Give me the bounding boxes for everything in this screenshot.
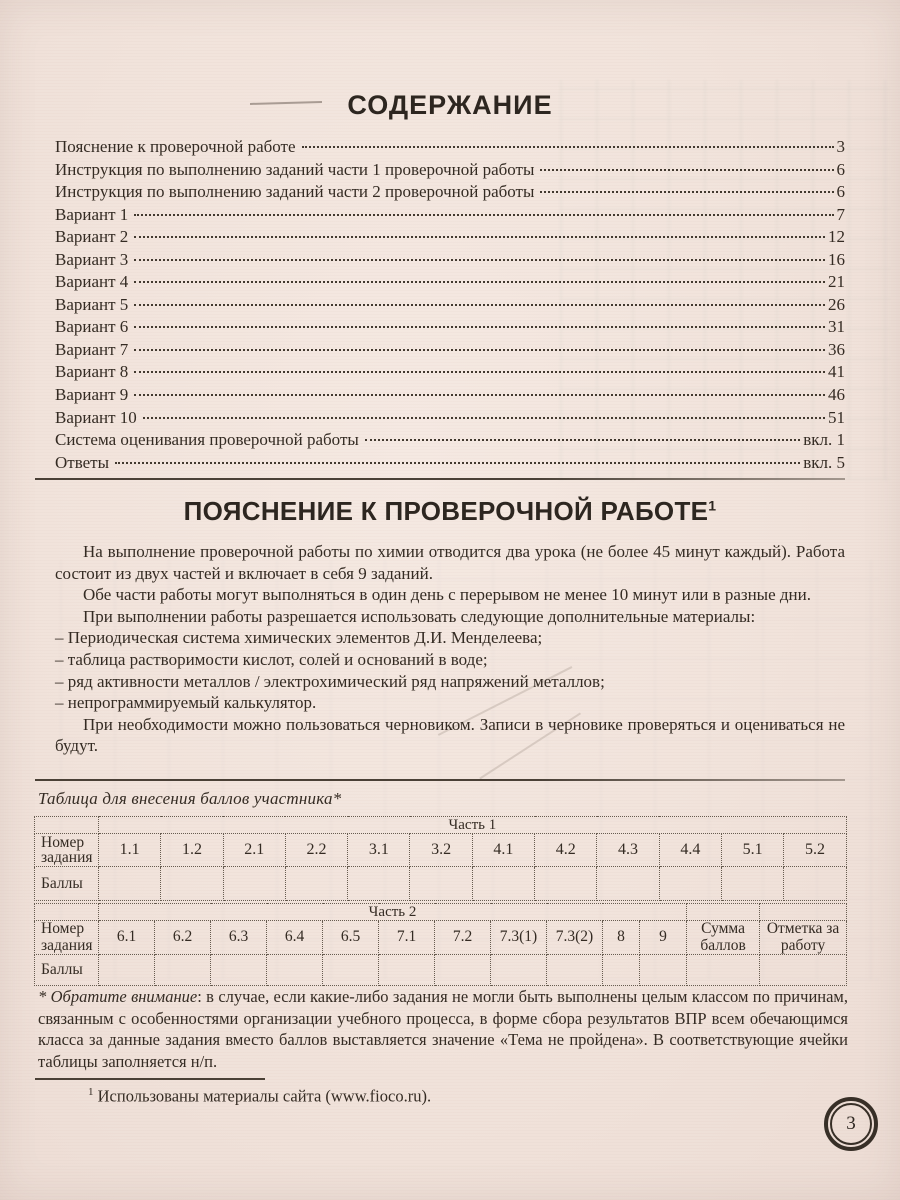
task-id: 4.3 xyxy=(597,834,659,867)
toc-entry xyxy=(55,136,845,159)
score-cell xyxy=(410,867,472,901)
section-divider-rule xyxy=(35,478,845,480)
page-number: 3 xyxy=(846,1113,856,1134)
task-id: 4.1 xyxy=(472,834,534,867)
empty-cell xyxy=(687,904,760,921)
score-cell xyxy=(491,955,547,986)
score-cell xyxy=(155,955,211,986)
score-cell xyxy=(285,867,347,901)
toc-entry-label: Вариант 5 xyxy=(55,294,129,314)
toc-entry-label: Вариант 7 xyxy=(55,339,129,359)
toc-entry xyxy=(55,361,845,384)
material-item: – непрограммируемый калькулятор. xyxy=(55,693,317,713)
task-id: 3.2 xyxy=(410,834,472,867)
toc-entry-label: Система оценивания проверочной работы xyxy=(55,430,359,450)
score-table-part2 xyxy=(34,903,847,986)
toc-entry-label: Пояснение к проверочной работе xyxy=(55,137,296,156)
task-id: 5.2 xyxy=(784,834,846,867)
dot-leader xyxy=(143,417,825,419)
score-cell xyxy=(267,955,323,986)
task-number-label: Номер задания xyxy=(35,834,99,867)
toc-entry-page: 36 xyxy=(828,339,845,359)
score-cell xyxy=(603,955,640,986)
dot-leader xyxy=(302,146,834,148)
toc-entry xyxy=(55,204,845,227)
section-title xyxy=(0,496,900,527)
paragraph: На выполнение проверочной работы по химии отводится два урока (не более 45 минут каждый). Работа состоит из двух частей и включает в себя 9 заданий. xyxy=(55,542,845,583)
toc-entry xyxy=(55,452,845,475)
paragraph: При выполнении работы разрешается использовать следующие дополнительные материалы: xyxy=(83,606,756,626)
paragraph: При необходимости можно пользоваться черновиком. Записи в черновике проверяться и оцениваться не будут. xyxy=(55,714,845,756)
task-id: 1.2 xyxy=(161,834,223,867)
section-body xyxy=(55,541,845,757)
toc-entry-page: 26 xyxy=(828,294,845,314)
score-cell xyxy=(640,955,687,986)
section-title-text: ПОЯСНЕНИЕ К ПРОВЕРОЧНОЙ РАБОТЕ xyxy=(183,496,709,526)
table-section-rule xyxy=(35,779,845,781)
table-of-contents xyxy=(55,136,845,474)
page-number-badge xyxy=(824,1097,878,1151)
dot-leader xyxy=(134,349,825,351)
score-cell xyxy=(597,867,659,901)
task-id: 9 xyxy=(640,921,687,955)
dot-leader xyxy=(134,214,833,216)
note-lead: * Обратите внимание xyxy=(38,987,198,1006)
task-id: 7.2 xyxy=(435,921,491,955)
toc-entry-page: 12 xyxy=(828,227,845,247)
toc-entry-label: Вариант 3 xyxy=(55,249,129,269)
toc-entry-label: Инструкция по выполнению заданий части 2 проверочной работы xyxy=(55,182,535,202)
score-cell xyxy=(472,867,534,901)
toc-entry xyxy=(55,316,845,339)
dot-leader xyxy=(540,169,833,171)
dot-leader xyxy=(134,304,825,306)
score-cell xyxy=(323,955,379,986)
dot-leader xyxy=(134,326,825,328)
toc-entry xyxy=(55,181,845,204)
toc-entry-label: Вариант 8 xyxy=(55,362,129,382)
scores-label: Баллы xyxy=(35,867,99,901)
dot-leader xyxy=(134,371,825,373)
dot-leader xyxy=(540,191,833,193)
toc-entry xyxy=(55,384,845,407)
toc-entry-page: 3 xyxy=(836,137,845,156)
task-number-label: Номер задания xyxy=(35,921,99,955)
toc-entry-page: 46 xyxy=(828,385,845,405)
score-cell xyxy=(535,867,597,901)
footnote-rule xyxy=(35,1078,265,1080)
task-id: 5.1 xyxy=(721,834,783,867)
dot-leader xyxy=(134,236,825,238)
task-id: 6.4 xyxy=(267,921,323,955)
part1-header: Часть 1 xyxy=(99,817,847,834)
mark-cell xyxy=(760,955,847,986)
toc-entry-page: 51 xyxy=(828,407,845,427)
toc-entry-page: 41 xyxy=(828,362,845,382)
toc-entry xyxy=(55,159,845,182)
toc-entry-label: Вариант 4 xyxy=(55,272,129,292)
part1-task-row xyxy=(35,834,847,867)
score-cell xyxy=(784,867,846,901)
score-cell xyxy=(547,955,603,986)
footnote xyxy=(58,1086,698,1107)
task-id: 6.3 xyxy=(211,921,267,955)
footnote-marker: 1 xyxy=(708,497,717,514)
score-cell xyxy=(721,867,783,901)
footnote-text: Использованы материалы сайта (www.fioco.ru). xyxy=(93,1086,432,1106)
empty-cell xyxy=(35,904,99,921)
toc-entry xyxy=(55,429,845,452)
toc-entry-page: вкл. 1 xyxy=(803,430,845,450)
toc-entry-page: 21 xyxy=(828,272,845,292)
toc-entry-label: Вариант 2 xyxy=(55,227,129,247)
dot-leader xyxy=(115,462,800,464)
contents-title: СОДЕРЖАНИЕ xyxy=(347,90,553,120)
part1-header-row xyxy=(35,817,847,834)
part2-scores-row xyxy=(35,955,847,986)
score-cell xyxy=(223,867,285,901)
toc-entry xyxy=(55,294,845,317)
task-id: 4.4 xyxy=(659,834,721,867)
dot-leader xyxy=(134,394,825,396)
score-table-part1 xyxy=(34,816,847,901)
material-item: – таблица растворимости кислот, солей и оснований в воде; xyxy=(55,649,488,669)
score-cell xyxy=(435,955,491,986)
toc-entry-label: Ответы xyxy=(55,452,110,472)
task-id: 6.1 xyxy=(99,921,155,955)
toc-entry xyxy=(55,339,845,362)
score-cell xyxy=(99,955,155,986)
toc-entry-label: Вариант 10 xyxy=(55,407,137,427)
score-cell xyxy=(379,955,435,986)
task-id: 2.2 xyxy=(285,834,347,867)
paragraph: Обе части работы могут выполняться в один день с перерывом не менее 10 минут или в разные дни. xyxy=(83,585,811,605)
part2-header: Часть 2 xyxy=(99,904,687,921)
note-text: : в случае, если какие-либо задания не могли быть выполнены целым классом по причинам, связанным с особенностями организации учебного процесса, в форме сбора результатов ВПР всем обечающимся класса за данные задания вместо баллов выставляется значение «Тема не пройдена». В соответствующие ячейки таблицы заполняется н/п. xyxy=(38,987,848,1071)
toc-entry-page: вкл. 5 xyxy=(803,452,845,472)
toc-entry xyxy=(55,249,845,272)
scores-label: Баллы xyxy=(35,955,99,986)
score-cell xyxy=(348,867,410,901)
empty-cell xyxy=(35,817,99,834)
toc-entry-page: 7 xyxy=(836,204,845,224)
score-table-caption: Таблица для внесения баллов участника* xyxy=(38,789,342,808)
attention-note xyxy=(38,986,848,1072)
task-id: 2.1 xyxy=(223,834,285,867)
task-id: 7.3(1) xyxy=(491,921,547,955)
dot-leader xyxy=(134,259,825,261)
toc-entry xyxy=(55,407,845,430)
work-mark-header: Отметка за работу xyxy=(760,921,847,955)
sum-score-cell xyxy=(687,955,760,986)
score-cell xyxy=(161,867,223,901)
score-cell xyxy=(99,867,161,901)
toc-entry-label: Инструкция по выполнению заданий части 1 проверочной работы xyxy=(55,159,535,179)
toc-entry-label: Вариант 9 xyxy=(55,385,129,405)
task-id: 3.1 xyxy=(348,834,410,867)
toc-entry-page: 6 xyxy=(836,159,845,179)
toc-entry-page: 16 xyxy=(828,249,845,269)
sum-of-points-header: Сумма баллов xyxy=(687,921,760,955)
toc-entry-label: Вариант 6 xyxy=(55,317,129,337)
part2-task-row xyxy=(35,921,847,955)
toc-entry xyxy=(55,226,845,249)
toc-entry xyxy=(55,271,845,294)
task-id: 1.1 xyxy=(99,834,161,867)
part2-header-row xyxy=(35,904,847,921)
toc-entry-page: 6 xyxy=(836,182,845,202)
toc-entry-page: 31 xyxy=(828,317,845,337)
task-id: 7.3(2) xyxy=(547,921,603,955)
toc-entry-label: Вариант 1 xyxy=(55,204,129,224)
score-cell xyxy=(211,955,267,986)
task-id: 7.1 xyxy=(379,921,435,955)
task-id: 6.2 xyxy=(155,921,211,955)
dot-leader xyxy=(134,281,825,283)
part1-scores-row xyxy=(35,867,847,901)
empty-cell xyxy=(760,904,847,921)
material-item: – Периодическая система химических элементов Д.И. Менделеева; xyxy=(55,628,543,648)
task-id: 6.5 xyxy=(323,921,379,955)
task-id: 4.2 xyxy=(535,834,597,867)
footnote-marker: 1 xyxy=(88,1086,94,1098)
material-item: – ряд активности металлов / электрохимический ряд напряжений металлов; xyxy=(55,671,605,691)
dot-leader xyxy=(365,439,800,441)
score-cell xyxy=(659,867,721,901)
task-id: 8 xyxy=(603,921,640,955)
